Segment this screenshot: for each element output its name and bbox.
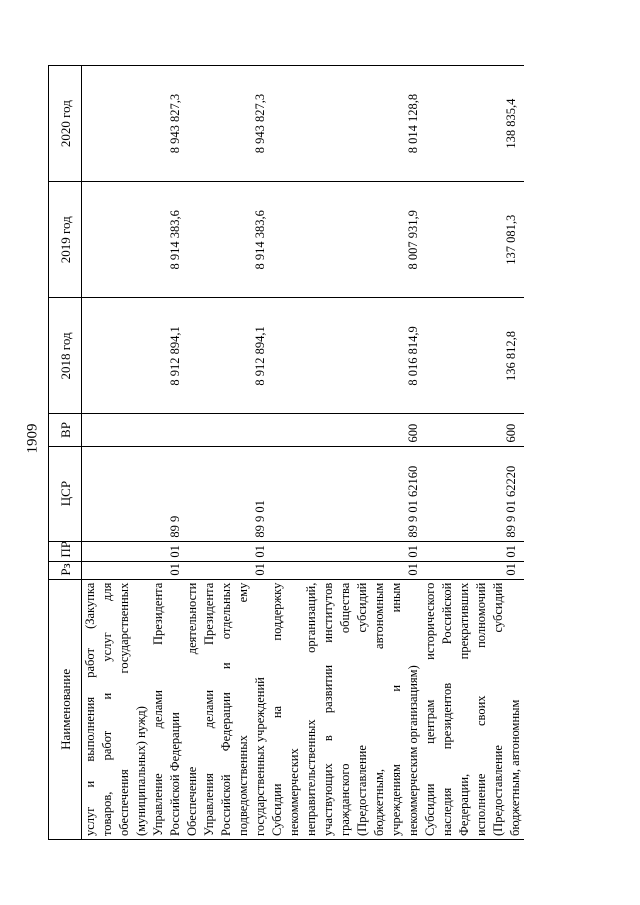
row-name-line: Субсидии центрам исторического [422,582,437,836]
row-name-line: Управление делами Президента [150,582,165,836]
table-row [81,65,150,839]
row-vr [184,414,269,446]
row-vr [81,414,150,446]
header-pr: ПР [48,541,81,561]
row-rz: 01 [422,561,524,579]
header-csr: ЦСР [48,446,81,541]
header-2020: 2020 год [48,65,81,181]
row-csr: 89 9 [150,446,184,541]
row-y2018 [81,297,150,413]
row-name [81,579,150,839]
row-pr: 01 [184,541,269,561]
header-rz-text: Рз [57,562,72,576]
header-2018: 2018 год [48,297,81,413]
row-y2019: 8 007 931,9 [269,181,422,297]
row-name-line: наследия президентов Российской [439,582,454,836]
row-vr [150,414,184,446]
row-name-line: исполнение своих полномочий [473,582,488,836]
row-csr: 89 9 01 62160 [269,446,422,541]
row-y2018: 136 812,8 [422,297,524,413]
row-name-line: некоммерческим организациям) [405,664,420,836]
row-y2019: 137 081,3 [422,181,524,297]
row-name-line: (Предоставление субсидий [354,582,369,836]
row-name [269,579,422,839]
table-header-row [48,65,81,839]
row-csr [81,446,150,541]
row-pr: 01 [422,541,524,561]
row-csr: 89 9 01 [184,446,269,541]
row-y2020: 138 835,4 [422,65,524,181]
row-rz [81,561,150,579]
row-name-line: учреждениям и иным [388,582,403,836]
row-name-line: Управления делами Президента [201,582,216,836]
row-name-line: Российской Федерации [167,711,182,836]
row-y2020: 8 943 827,3 [150,65,184,181]
page-number: 1909 [24,423,41,454]
row-name-line: бюджетным, автономным [371,582,386,836]
row-vr: 600 [422,414,524,446]
row-name-line: Российской Федерации и отдельных [218,582,233,836]
row-rz: 01 [184,561,269,579]
row-name-line: услуг и выполнения работ (Закупка [82,582,97,836]
row-pr [81,541,150,561]
row-name [184,579,269,839]
row-name-line: обеспечения государственных [116,582,131,836]
row-y2018: 8 912 894,1 [184,297,269,413]
header-name: Наименование [48,579,81,839]
row-name [422,579,524,839]
row-pr: 01 [269,541,422,561]
row-name-line: товаров, работ и услуг для [99,582,114,836]
row-y2020: 8 014 128,8 [269,65,422,181]
row-name-line: бюджетным, автономным [507,699,522,836]
table-row [269,65,422,839]
row-pr: 01 [150,541,184,561]
row-vr: 600 [269,414,422,446]
row-y2018: 8 912 894,1 [150,297,184,413]
row-name-line: (Предоставление субсидий [490,582,505,836]
header-vr: ВР [48,414,81,446]
row-name-line: участвующих в развитии институтов [320,582,335,836]
row-name-line: некоммерческих [286,747,301,836]
header-rz [48,561,81,579]
row-name-line: неправительственных организаций, [303,582,318,836]
row-y2019 [81,181,150,297]
row-name-line: подведомственных ему [235,582,250,836]
table-row [422,65,524,839]
row-rz: 01 [150,561,184,579]
row-name-line: государственных учреждений [252,676,267,836]
row-name [150,579,184,839]
row-name-line: (муниципальных) нужд) [133,705,148,836]
budget-table-page [48,65,593,840]
table-row [184,65,269,839]
row-y2020: 8 943 827,3 [184,65,269,181]
budget-table [48,65,524,840]
row-name-line: Субсидии на поддержку [269,582,284,836]
row-y2019: 8 914 383,6 [150,181,184,297]
row-y2018: 8 016 814,9 [269,297,422,413]
row-name-line: Федерации, прекративших [456,582,471,836]
row-y2020 [81,65,150,181]
table-row [150,65,184,839]
row-name-line: гражданского общества [337,582,352,836]
row-csr: 89 9 01 62220 [422,446,524,541]
row-name-line: Обеспечение деятельности [184,582,199,836]
row-rz: 01 [269,561,422,579]
row-y2019: 8 914 383,6 [184,181,269,297]
header-2019: 2019 год [48,181,81,297]
